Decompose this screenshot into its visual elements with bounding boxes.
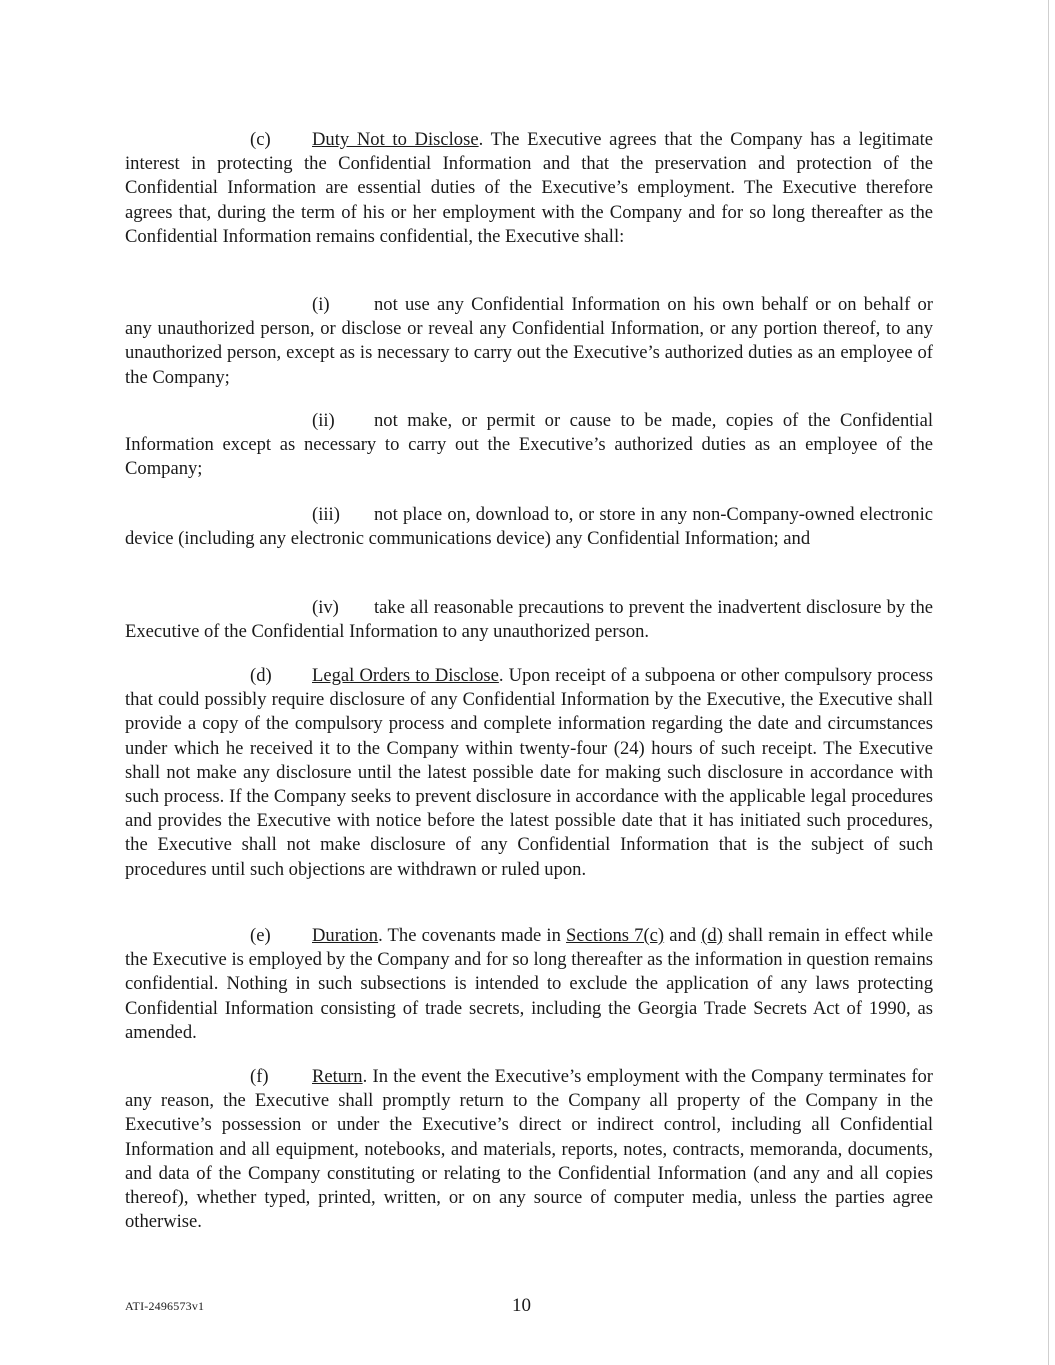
paragraph-heading: Duty Not to Disclose (312, 129, 479, 150)
subparagraph-ii (125, 409, 933, 482)
subparagraph-text: take all reasonable precautions to prevent the inadvertent disclosure by the Executive of the Confidential Information to any unauthorized person. (125, 597, 933, 643)
subparagraph-text: not place on, download to, or store in any non-Company-owned electronic device (including any electronic communications device) any Confidential Information; and (125, 504, 933, 550)
paragraph-text: . Upon receipt of a subpoena or other compulsory process that could possibly require disclosure of any Confidential Information by the Executive, the Executive shall provide a copy of the compulsory process and complete information regarding the date and circumstances under which he received it to the Company within twenty-four (24) hours of such receipt. The Executive shall not make any disclosure until the latest possible date for making such disclosure in accordance with such process. If the Company seeks to prevent disclosure in accordance with the applicable legal procedures and provides the Executive with notice before the latest possible date that it has initiated such procedures, the Executive shall not make disclosure of any Confidential Information that is the subject of such procedures until such objections are withdrawn or ruled upon. (125, 665, 933, 880)
paragraph-heading: Return (312, 1066, 363, 1087)
paragraph-label: (f) (250, 1066, 269, 1087)
subparagraph-text: not use any Confidential Information on his own behalf or on behalf or any unauthorized person, or disclose or reveal any Confidential Information, or any portion thereof, to any unauthorized person, except as is necessary to carry out the Executive’s authorized duties as an employee of the Company; (125, 294, 933, 388)
section-reference: Sections 7(c) (566, 925, 665, 946)
paragraph-text: shall remain in effect while the Executive is employed by the Company and for so long thereafter as the information in question remains confidential. Nothing in such subsections is intended to exclude the application of any laws protecting Confidential Information consisting of trade secrets, including the Georgia Trade Secrets Act of 1990, as amended. (125, 925, 933, 1043)
paragraph-text: . The covenants made in (378, 925, 567, 946)
paragraph-e (125, 924, 933, 1045)
subparagraph-label: (ii) (312, 410, 335, 431)
subparagraph-text: not make, or permit or cause to be made, copies of the Confidential Information except as necessary to carry out the Executive’s authorized duties as an employee of the Company; (125, 410, 933, 480)
paragraph-f (125, 1065, 933, 1234)
paragraph-d (125, 664, 933, 882)
page-edge-line (1048, 0, 1049, 1365)
paragraph-label: (e) (250, 925, 271, 946)
paragraph-text: and (664, 925, 702, 946)
subparagraph-iv (125, 596, 933, 644)
paragraph-heading: Duration (312, 925, 379, 946)
subparagraph-label: (i) (312, 294, 330, 315)
section-reference: (d) (701, 925, 723, 946)
paragraph-label: (c) (250, 129, 271, 150)
subparagraph-label: (iii) (312, 504, 340, 525)
paragraph-heading: Legal Orders to Disclose (312, 665, 499, 686)
subparagraph-label: (iv) (312, 597, 339, 618)
paragraph-text: . The Executive agrees that the Company has a legitimate interest in protecting the Confidential Information and that the preservation and protection of the Confidential Information are essential duties of the Executive’s employment. The Executive therefore agrees that, during the term of his or her employment with the Company and for so long thereafter as the Confidential Information remains confidential, the Executive shall: (125, 129, 933, 247)
subparagraph-i (125, 293, 933, 390)
footer-page-number: 10 (512, 1295, 531, 1316)
subparagraph-iii (125, 503, 933, 551)
footer-document-id: ATI-2496573v1 (125, 1299, 205, 1313)
paragraph-c (125, 128, 933, 249)
paragraph-label: (d) (250, 665, 272, 686)
paragraph-text: . In the event the Executive’s employment with the Company terminates for any reason, the Executive shall promptly return to the Company all property of the Company in the Executive’s possession or under the Executive’s direct or indirect control, including all Confidential Information and all equipment, notebooks, and materials, reports, notes, contracts, memoranda, documents, and data of the Company constituting or relating to the Confidential Information (and any and all copies thereof), whether typed, printed, written, or on any source of computer media, unless the parties agree otherwise. (125, 1066, 933, 1233)
